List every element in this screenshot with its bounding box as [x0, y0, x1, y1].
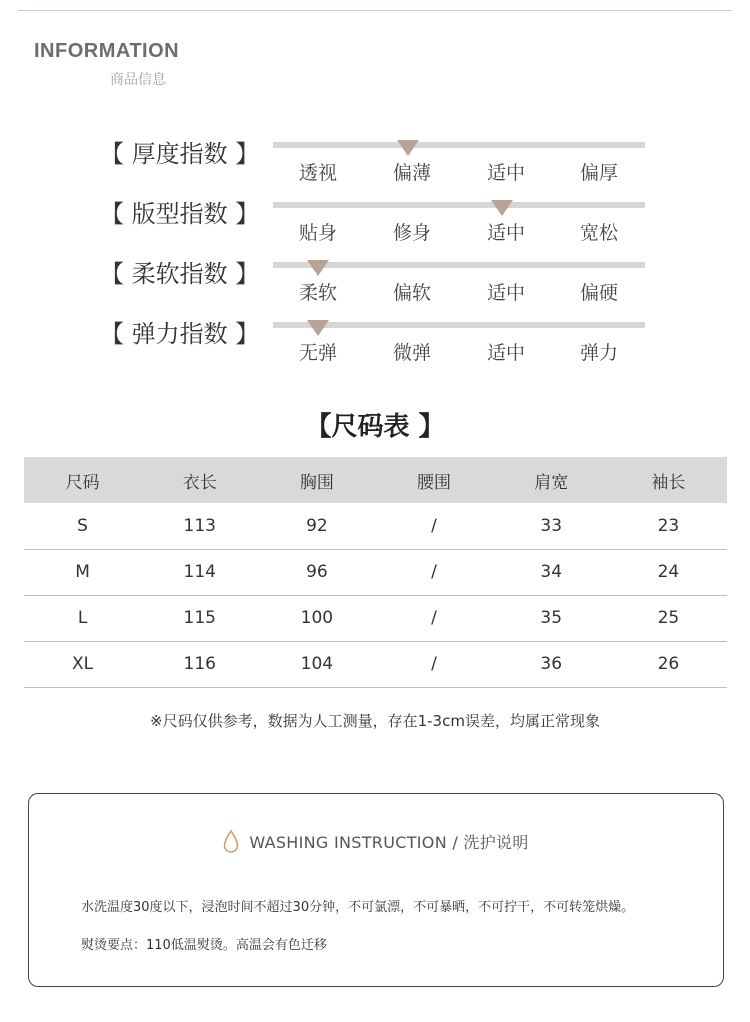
table-cell: 35 [493, 595, 610, 641]
index-label: 无弹 [298, 342, 337, 364]
size-note: ※尺码仅供参考，数据为人工测量，存在1-3cm误差，均属正常现象 [150, 712, 600, 730]
table-cell: 36 [493, 641, 610, 687]
table-cell: 26 [610, 641, 727, 687]
index-label: 贴身 [298, 222, 337, 244]
size-table-header: 肩宽 [493, 457, 610, 503]
table-cell: / [375, 595, 492, 641]
table-row [24, 549, 727, 595]
index-label: 偏薄 [392, 162, 431, 184]
index-marker [397, 140, 419, 156]
table-cell: 24 [610, 549, 727, 595]
table-row [24, 641, 727, 687]
size-table-header: 袖长 [610, 457, 727, 503]
table-cell: 113 [141, 503, 258, 549]
info-title-cn: 商品信息 [110, 72, 166, 88]
table-cell: 116 [141, 641, 258, 687]
table-cell: 25 [610, 595, 727, 641]
info-title-en: INFORMATION [34, 40, 180, 62]
index-title: 【 厚度指数 】 [100, 140, 260, 168]
index-row [0, 200, 750, 260]
table-cell: 114 [141, 549, 258, 595]
water-drop-icon [223, 830, 239, 858]
washing-header-text: WASHING INSTRUCTION / 洗护说明 [249, 833, 529, 852]
index-row [0, 140, 750, 200]
table-cell: 96 [258, 549, 375, 595]
index-marker [307, 320, 329, 336]
index-label: 柔软 [298, 282, 337, 304]
index-row [0, 320, 750, 380]
washing-instruction-box [28, 793, 724, 987]
table-cell: 92 [258, 503, 375, 549]
index-title: 【 版型指数 】 [100, 200, 260, 228]
size-chart-title: 【尺码表 】 [305, 412, 445, 442]
table-cell: / [375, 503, 492, 549]
index-bar [273, 202, 645, 208]
table-cell: XL [24, 641, 141, 687]
table-row [24, 503, 727, 549]
index-title: 【 弹力指数 】 [100, 320, 260, 348]
table-cell: / [375, 641, 492, 687]
size-table-header: 胸围 [258, 457, 375, 503]
size-table-header: 尺码 [24, 457, 141, 503]
index-bar [273, 142, 645, 148]
index-label: 适中 [486, 162, 525, 184]
index-label: 修身 [392, 222, 431, 244]
table-cell: S [24, 503, 141, 549]
washing-header [29, 830, 723, 858]
size-table-header-row [24, 457, 727, 503]
table-cell: 100 [258, 595, 375, 641]
index-label: 适中 [486, 282, 525, 304]
index-label: 适中 [486, 222, 525, 244]
index-row [0, 260, 750, 320]
table-cell: M [24, 549, 141, 595]
washing-line-2: 熨烫要点：110低温熨烫。高温会有色迁移 [81, 938, 327, 953]
table-cell: 104 [258, 641, 375, 687]
table-cell: 23 [610, 503, 727, 549]
table-cell: / [375, 549, 492, 595]
table-row [24, 595, 727, 641]
index-label: 微弹 [392, 342, 431, 364]
index-marker [491, 200, 513, 216]
table-cell: 34 [493, 549, 610, 595]
top-divider [18, 10, 732, 11]
index-label: 偏厚 [579, 162, 618, 184]
size-table-header: 衣长 [141, 457, 258, 503]
index-title: 【 柔软指数 】 [100, 260, 260, 288]
index-marker [307, 260, 329, 276]
size-table-header: 腰围 [375, 457, 492, 503]
index-label: 透视 [298, 162, 337, 184]
index-label: 弹力 [579, 342, 618, 364]
washing-line-1: 水洗温度30度以下，浸泡时间不超过30分钟，不可氯漂，不可暴晒，不可拧干，不可转笼烘燥。 [81, 900, 635, 915]
table-cell: 33 [493, 503, 610, 549]
index-label: 宽松 [579, 222, 618, 244]
size-table [24, 457, 727, 688]
index-label: 偏软 [392, 282, 431, 304]
table-cell: L [24, 595, 141, 641]
table-cell: 115 [141, 595, 258, 641]
index-label: 偏硬 [579, 282, 618, 304]
index-label: 适中 [486, 342, 525, 364]
